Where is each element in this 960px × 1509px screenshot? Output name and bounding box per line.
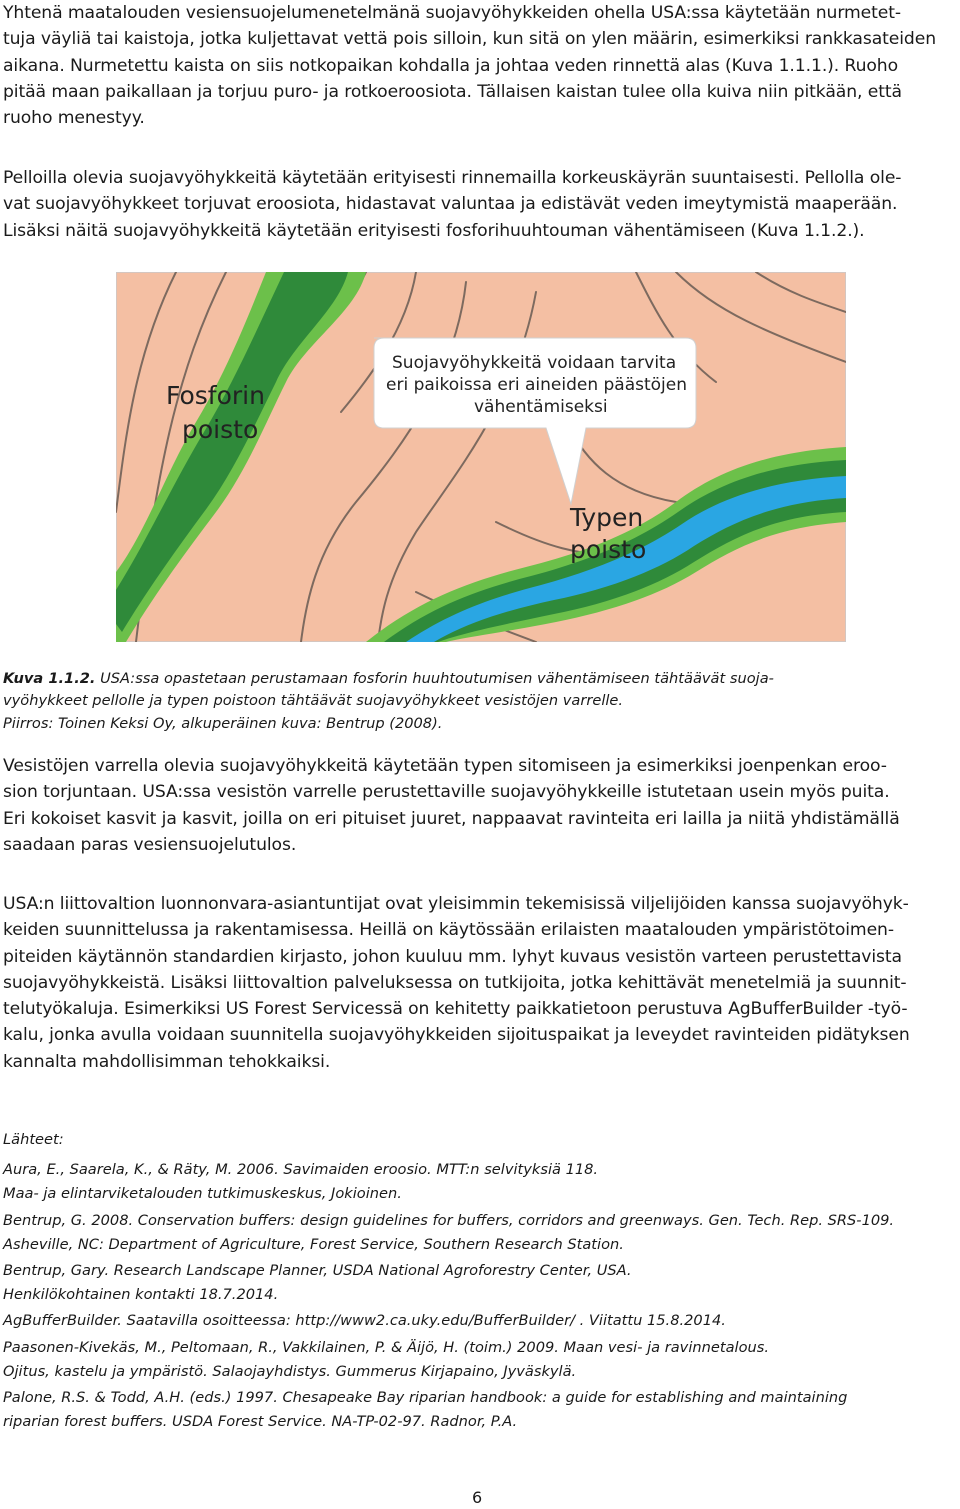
references bbox=[3, 1128, 958, 1434]
references-heading: Lähteet: bbox=[3, 1131, 64, 1148]
text-line: Vesistöjen varrella olevia suojavyöhykkeitä käytetään typen sitomiseen ja esimerkiksi joenpenkan eroo- bbox=[3, 756, 887, 776]
reference-entry bbox=[3, 1259, 958, 1307]
caption-line: vyöhykkeet pellolle ja typen poistoon tähtäävät suojavyöhykkeet vesistöjen varrelle. bbox=[3, 692, 624, 710]
text-line: suojavyöhykkeistä. Lisäksi liittovaltion palveluksessa on tutkijoita, jotka kehittävät menetelmiä ja suunnit- bbox=[3, 972, 907, 993]
text-line: Lisäksi näitä suojavyöhykkeitä käytetään erityisesti fosforihuuhtouman vähentämiseen (Kuva 1.1.2.). bbox=[3, 220, 865, 241]
reference-line: Bentrup, Gary. Research Landscape Planner, USDA National Agroforestry Center, USA. bbox=[3, 1262, 632, 1280]
caption-text: USA:ssa opastetaan perustamaan fosforin huuhtoutumisen vähentämiseen tähtäävät suoja- bbox=[95, 670, 774, 687]
label-nitrogen-line2: poisto bbox=[570, 535, 647, 564]
text-line: Eri kokoiset kasvit ja kasvit, joilla on eri pituiset juuret, nappaavat ravinteita eri lailla ja niitä yhdistämällä bbox=[3, 808, 900, 829]
callout-line1: Suojavyöhykkeitä voidaan tarvita bbox=[392, 353, 677, 373]
buffer-zone-illustration bbox=[116, 272, 846, 642]
reference-entry bbox=[3, 1158, 958, 1206]
reference-line: Henkilökohtainen kontakti 18.7.2014. bbox=[3, 1286, 279, 1304]
text-line: telutyökaluja. Esimerkiksi US Forest Servicessä on kehitetty paikkatietoon perustuva AgBufferBuilder -työ- bbox=[3, 999, 908, 1020]
reference-line: Bentrup, G. 2008. Conservation buffers: design guidelines for buffers, corridors and greenways. Gen. Tech. Rep. SRS-109. bbox=[3, 1211, 895, 1229]
reference-line: Paasonen-Kivekäs, M., Peltomaan, R., Vakkilainen, P. & Äijö, H. (toim.) 2009. Maan vesi- ja ravinnetalous. bbox=[3, 1338, 769, 1356]
callout-line3: vähentämiseksi bbox=[474, 397, 608, 417]
reference-line: Palone, R.S. & Todd, A.H. (eds.) 1997. Chesapeake Bay riparian handbook: a guide for establishing and maintaining bbox=[3, 1389, 848, 1407]
label-phosphorus-line2: poisto bbox=[182, 415, 259, 444]
text-line: piteiden käytännön standardien kirjasto, johon kuuluu mm. lyhyt kuvaus vesistön varteen perustettavista bbox=[3, 946, 902, 967]
callout-line2: eri paikoissa eri aineiden päästöjen bbox=[386, 375, 688, 395]
figure-caption bbox=[3, 668, 958, 735]
label-nitrogen-line1: Typen bbox=[570, 503, 644, 532]
text-line: keiden suunnittelussa ja rakentamisessa. Heillä on käytössään erilaisten maatalouden ympäristötoimen- bbox=[3, 920, 894, 941]
text-line: pitää maan paikallaan ja torjuu puro- ja rotkoeroosiota. Tällaisen kaistan tulee olla kuiva niin pitkään, että bbox=[3, 81, 902, 102]
text-line: kannalta mahdollisimman tehokkaiksi. bbox=[3, 1051, 331, 1072]
caption-line bbox=[3, 668, 958, 690]
reference-line: AgBufferBuilder. Saatavilla osoitteessa: http://www2.ca.uky.edu/BufferBuilder/ . Viitattu 15.8.2014. bbox=[3, 1312, 726, 1330]
label-phosphorus-line1: Fosforin bbox=[166, 381, 265, 410]
caption-credit: Piirros: Toinen Keksi Oy, alkuperäinen kuva: Bentrup (2008). bbox=[3, 714, 443, 732]
reference-entry bbox=[3, 1386, 958, 1434]
reference-entry bbox=[3, 1336, 958, 1384]
text-line: aikana. Nurmetettu kaista on siis notkopaikan kohdalla ja johtaa veden rinnettä alas (Kuva 1.1.1.). Ruoho bbox=[3, 55, 899, 76]
reference-line: Asheville, NC: Department of Agriculture, Forest Service, Southern Research Station. bbox=[3, 1235, 624, 1253]
text-line: ruoho menestyy. bbox=[3, 108, 145, 129]
paragraph-riparian-buffers bbox=[3, 753, 958, 858]
text-line: Yhtenä maatalouden vesiensuojelumenetelmänä suojavyöhykkeiden ohella USA:ssa käytetään nurmetet- bbox=[3, 3, 901, 23]
reference-entry bbox=[3, 1309, 958, 1333]
paragraph-grassed-waterways bbox=[3, 0, 958, 131]
text-line: vat suojavyöhykkeet torjuvat eroosiota, hidastavat valuntaa ja edistävät veden imeytymistä maaperään. bbox=[3, 194, 898, 215]
reference-entry bbox=[3, 1209, 958, 1257]
text-line: USA:n liittovaltion luonnonvara-asiantuntijat ovat yleisimmin tekemisissä viljelijöiden kanssa suojavyöhyk- bbox=[3, 894, 909, 914]
text-line: kalu, jonka avulla voidaan suunnitella suojavyöhykkeiden sijoituspaikat ja leveydet ravinteiden pidätyksen bbox=[3, 1025, 910, 1046]
text-line: saadaan paras vesiensuojelutulos. bbox=[3, 834, 297, 855]
figure-number: Kuva 1.1.2. bbox=[3, 670, 96, 687]
reference-line: Aura, E., Saarela, K., & Räty, M. 2006. Savimaiden eroosio. MTT:n selvityksiä 118. bbox=[3, 1161, 599, 1179]
text-line: tuja väyliä tai kaistoja, jotka kuljettavat vettä pois silloin, kun sitä on ylen määrin, esimerkiksi rankkasateiden bbox=[3, 29, 937, 50]
text-line: sion torjuntaan. USA:ssa vesistön varrelle perustettaville suojavyöhykkeille istutetaan usein myös puita. bbox=[3, 782, 890, 803]
reference-line: riparian forest buffers. USDA Forest Service. NA-TP-02-97. Radnor, P.A. bbox=[3, 1413, 518, 1431]
reference-line: Ojitus, kastelu ja ympäristö. Salaojayhdistys. Gummerus Kirjapaino, Jyväskylä. bbox=[3, 1362, 577, 1380]
text-line: Pelloilla olevia suojavyöhykkeitä käytetään erityisesti rinnemailla korkeuskäyrän suuntaisesti. Pellolla ole- bbox=[3, 168, 902, 188]
paragraph-federal-experts bbox=[3, 891, 958, 1075]
reference-line: Maa- ja elintarviketalouden tutkimuskeskus, Jokioinen. bbox=[3, 1185, 402, 1203]
page-number: 6 bbox=[472, 1488, 483, 1507]
paragraph-field-buffers bbox=[3, 165, 958, 244]
